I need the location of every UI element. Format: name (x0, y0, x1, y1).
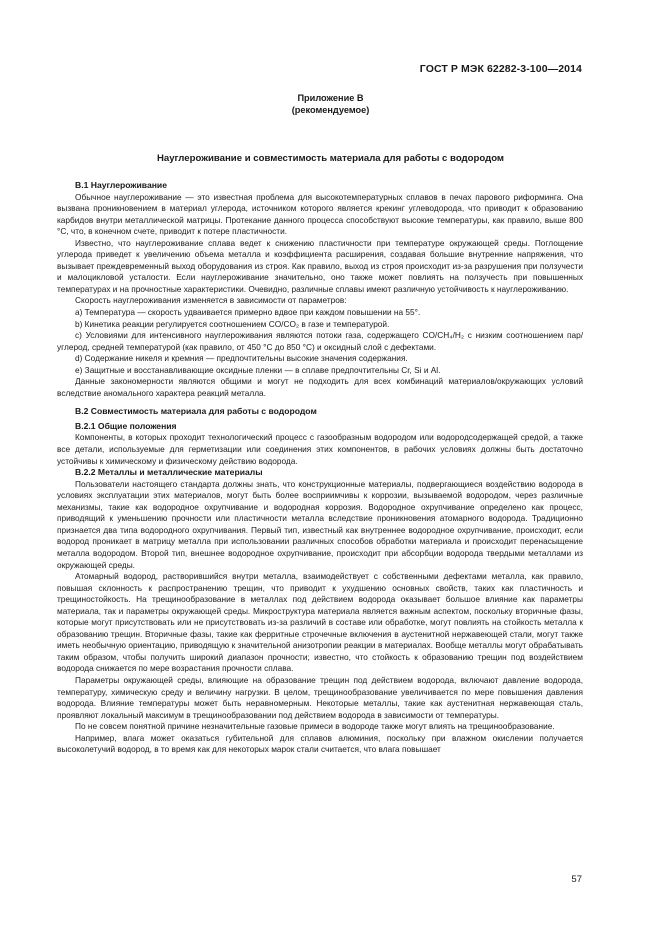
paragraph: Параметры окружающей среды, влияющие на образование трещин под действием водорода, включают давление водорода, температуру, химическую среду и величину нагрузки. В целом, трещинообразование увеличивается по мере повышения давления водорода. Влияние температуры может быть неравномерным. Некоторые металлы, такие как аустенитная нержавеющая сталь, проявляют локальный максимум в трещинообразовании под действием водорода в зависимости от температуры. (57, 674, 583, 720)
paragraph: Пользователи настоящего стандарта должны знать, что конструкционные материалы, подвергающиеся воздействию водорода в условиях эксплуатации этих материалов, могут быть более восприимчивы к коррозии, вызываемой водородом, через различные механизмы, такие как водородное охрупчивание и водородная коррозия. Водородное охрупчивание определено как процесс, приводящий к уменьшению прочности или пластичности металла вследствие проникновения атомарного водорода. Традиционно признается два типа водородного охрупчивания. Первый тип, известный как внутреннее водородное охрупчивание, происходит, если водород проникает в матрицу металла при использовании различных способов обработки материала и происходит перенасыщение металла водородом. Второй тип, внешнее водородное охрупчивание, происходит при абсорбции водорода твердыми металлами из окружающей среды. (57, 478, 583, 570)
paragraph: По не совсем понятной причине незначительные газовые примеси в водороде также могут влиять на трещинообразование. (75, 721, 555, 732)
paragraph: Данные закономерности являются общими и могут не подходить для всех комбинаций материалов/окружающих условий вследствие аномального характера реакций металла. (57, 376, 583, 398)
annex-note: (рекомендуемое) (291, 105, 370, 115)
paragraph: Скорость науглероживания изменяется в зависимости от параметров: (75, 295, 347, 306)
page-title: Науглероживание и совместимость материала для работы с водородом (156, 153, 505, 164)
paragraph: Обычное науглероживание — это известная проблема для высокотемпературных сплавов в печах парового риформинга. Она вызвана проникновением в материал углерода, источником которого является крекинг углеводорода, что приводит к образованию карбидов внутри металлической матрицы. Протекание данного процесса способствуют высокие температуры, как правило, выше 800 °С, что, в конечном счете, приводит к потере пластичности. (57, 191, 583, 237)
paragraph: Например, влага может оказаться губительной для сплавов алюминия, поскольку при влажном окислении получается высоколетучий водород, в то время как для некоторых марок стали считается, что влага повышает (57, 732, 583, 755)
section-heading-b21: В.2.1 Общие положения (75, 420, 177, 431)
annex-title: Приложение В (297, 93, 364, 103)
list-item: c) Условиями для интенсивного науглероживания являются потоки газа, содержащего CO/CH₄/H₂ с низким соотношением пар/углерод, средней температурой (как правило, от 450 °С до 850 °С) и оксидный слой с дефектами. (57, 330, 583, 352)
section-heading-b22: В.2.2 Металлы и металлические материалы (75, 467, 263, 478)
list-item: e) Защитные и восстанавливающие оксидные пленки — в сплаве предпочтительны Cr, Si и Al. (75, 364, 441, 375)
list-item: a) Температура — скорость удваивается примерно вдвое при каждом повышении на 55°. (75, 307, 421, 318)
section-heading-b1: В.1 Науглероживание (75, 180, 167, 190)
page-number: 57 (571, 874, 582, 885)
paragraph: Компоненты, в которых проходит технологический процесс с газообразным водородом или водородсодержащей средой, а также все детали, используемые для герметизации или соединения этих компонентов, в рабочих условиях должны быть достаточно устойчивы к химическому и физическому действию водорода. (57, 432, 583, 466)
document-body (57, 180, 583, 756)
annex-heading (0, 92, 661, 116)
section-heading-b2: В.2 Совместимость материала для работы с водородом (75, 406, 317, 417)
document-code: ГОСТ Р МЭК 62282-3-100—2014 (419, 63, 582, 75)
list-item: d) Содержание никеля и кремния — предпочтительны высокие значения содержания. (75, 353, 408, 364)
paragraph: Известно, что науглероживание сплава ведет к снижению пластичности при температуре окружающей среды. Поглощение углерода приведет к увеличению объема металла и коэффициента расширения, создавая большие внутренние напряжения, что вызывает преждевременный выход оборудования из строя. Как правило, выход из строя происходит из-за разрушения при ползучести и малоцикловой усталости. Если науглероживание значительно, оно также может повлиять на ползучесть при повышенных температурах и на прочностные характеристики. Очевидно, различные сплавы имеют различную устойчивость к науглероживанию. (57, 237, 583, 294)
list-item: b) Кинетика реакции регулируется соотношением CO/CO₂ в газе и температурой. (75, 318, 390, 329)
paragraph: Атомарный водород, растворившийся внутри металла, взаимодействует с собственными дефектами металла, как правило, повышая склонность к распространению трещин, что приводит к ухудшению основных свойств, таких как пластичность и трещиностойкость. На трещинообразование в металлах под действием водорода оказывает большое влияние как параметры материала, так и параметры окружающей среды. Микроструктура материала является важным аспектом, поскольку вторичные фазы, которые могут присутствовать или не присутствовать из-за различий в составе или обработке, могут повлиять на стойкость металла к образованию трещин. Вторичные фазы, такие как ферритные строчечные включения в аустенитной нержавеющей стали, могут также иметь необычную ориентацию, приводящую к значительной анизотропии реакции в материалах. Вообще металлы могут обрабатывать таким образом, чтобы получить широкий диапазон прочности; известно, что стойкость к образованию трещин под воздействием водорода снижается по мере возрастания прочности сплава. (57, 571, 583, 674)
